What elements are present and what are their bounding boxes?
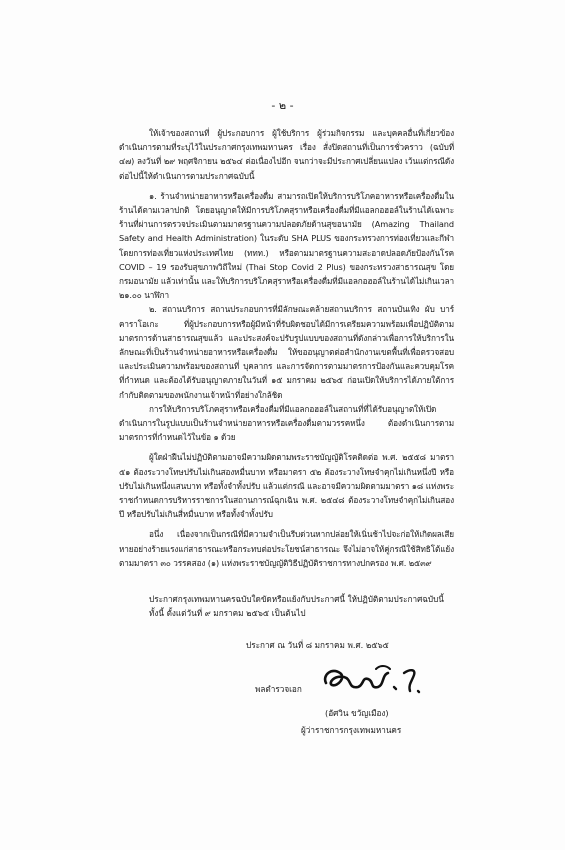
closing-block	[119, 592, 454, 620]
announcement-date: ประกาศ ณ วันที่ ๘ มกราคม พ.ศ. ๒๕๖๕	[246, 640, 389, 650]
signer-name: (อัศวิน ขวัญเมือง)	[325, 708, 389, 718]
announcement-body	[119, 126, 454, 570]
penalty-paragraph: ผู้ใดฝ่าฝืนไม่ปฏิบัติตามอาจมีความผิดตามพระราชบัญญัติโรคติดต่อ พ.ศ. ๒๕๕๘ มาตรา ๕๑ ต้องระวางโทษปรับไม่เกินสองหมื่นบาท หรือมาตรา ๕๒ ต้องระวางโทษจำคุกไม่เกินหนึ่งปี หรือปรับไม่เกินหนึ่งแสนบาท หรือทั้งจำทั้งปรับ แล้วแต่กรณี และอาจมีความผิดตามมาตรา ๑๘ แห่งพระราชกำหนดการบริหารราชการในสถานการณ์ฉุกเฉิน พ.ศ. ๒๕๔๘ ต้องระวางโทษจำคุกไม่เกินสองปี หรือปรับไม่เกินสี่หมื่นบาท หรือทั้งจำทั้งปรับ	[119, 452, 454, 520]
signer-title: ผู้ว่าราชการกรุงเทพมหานคร	[301, 725, 402, 735]
clause-2-alcohol-service: การให้บริการบริโภคสุราหรือเครื่องดื่มที่มีแอลกอฮอล์ในสถานที่ที่ได้รับอนุญาตให้เปิดดำเนินการในรูปแบบเป็นร้านจำหน่ายอาหารหรือเครื่องดื่มตามวรรคหนึ่ง ต้องดำเนินการตามมาตรการที่กำหนดไว้ในข้อ ๑ ด้วย	[119, 403, 454, 443]
clause-1-restaurants: ๑. ร้านจำหน่ายอาหารหรือเครื่องดื่ม สามารถเปิดให้บริการบริโภคอาหารหรือเครื่องดื่มในร้านได้ตามเวลาปกติ โดยอนุญาตให้มีการบริโภคสุราหรือเครื่องดื่มที่มีแอลกอฮอล์ในร้านได้เฉพาะร้านที่ผ่านการตรวจประเมินตามมาตรฐานความปลอดภัยด้านสุขอนามัย (Amazing Thailand Safety and Health Administration) ในระดับ SHA PLUS ของกระทรวงการท่องเที่ยวและกีฬา โดยการท่องเที่ยวแห่งประเทศไทย (ททท.) หรือตามมาตรฐานความสะอาดปลอดภัยป้องกันโรค COVID – 19 รองรับสุขภาพวิถีใหม่ (Thai Stop Covid 2 Plus) ของกระทรวงสาธารณสุข โดยกรมอนามัย แล้วเท่านั้น และให้บริการบริโภคสุราหรือเครื่องดื่มที่มีแอลกอฮอล์ในร้านได้ไม่เกินเวลา ๒๑.๐๐ นาฬิกา	[119, 190, 454, 301]
supersede-line: ประกาศกรุงเทพมหานครฉบับใดขัดหรือแย้งกับประกาศนี้ ให้ปฏิบัติตามประกาศฉบับนี้	[149, 594, 444, 604]
intro-paragraph: ให้เจ้าของสถานที่ ผู้ประกอบการ ผู้ใช้บริการ ผู้ร่วมกิจกรรม และบุคคลอื่นที่เกี่ยวข้องดำเนินการตามที่ระบุไว้ในประกาศกรุงเทพมหานคร เรื่อง สั่งปิดสถานที่เป็นการชั่วคราว (ฉบับที่ ๔๗) ลงวันที่ ๒๙ พฤศจิกายน ๒๕๖๔ ต่อเนื่องไปอีก จนกว่าจะมีประกาศเปลี่ยนแปลง เว้นแต่กรณีดังต่อไปนี้ให้ดำเนินการตามประกาศฉบับนี้	[119, 128, 454, 181]
handwritten-signature	[318, 657, 428, 699]
effective-date-line: ทั้งนี้ ตั้งแต่วันที่ ๙ มกราคม ๒๕๖๕ เป็นต้นไป	[149, 608, 306, 619]
signer-rank: พลตำรวจเอก	[255, 684, 302, 694]
clause-2-entertainment-venues: ๒. สถานบริการ สถานประกอบการที่มีลักษณะคล้ายสถานบริการ สถานบันเทิง ผับ บาร์ คาราโอเกะ ที่ผู้ประกอบการหรือผู้มีหน้าที่รับผิดชอบได้มีการเตรียมความพร้อมเพื่อปฏิบัติตามมาตรการด้านสาธารณสุขแล้ว และประสงค์จะปรับรูปแบบของสถานที่ดังกล่าวเพื่อการให้บริการในลักษณะที่เป็นร้านจำหน่ายอาหารหรือเครื่องดื่ม ให้ขออนุญาตต่อสำนักงานเขตพื้นที่เพื่อตรวจสอบและประเมินความพร้อมของสถานที่ บุคลากร และการจัดการตามมาตรการป้องกันและควบคุมโรคที่กำหนด และต้องได้รับอนุญาตภายในวันที่ ๑๕ มกราคม ๒๕๖๕ ก่อนเปิดให้บริการได้ภายใต้การกำกับติดตามของพนักงานเจ้าหน้าที่อย่างใกล้ชิด	[119, 304, 454, 400]
page-number: - ๒ -	[271, 99, 294, 112]
urgency-paragraph: อนึ่ง เนื่องจากเป็นกรณีที่มีความจำเป็นรีบด่วนหากปล่อยให้เนิ่นช้าไปจะก่อให้เกิดผลเสียหายอย่างร้ายแรงแก่สาธารณะหรือกระทบต่อประโยชน์สาธารณะ จึงไม่อาจให้คู่กรณีใช้สิทธิโต้แย้ง ตามมาตรา ๓๐ วรรคสอง (๑) แห่งพระราชบัญญัติวิธีปฏิบัติราชการทางปกครอง พ.ศ. ๒๕๓๙	[119, 529, 454, 568]
